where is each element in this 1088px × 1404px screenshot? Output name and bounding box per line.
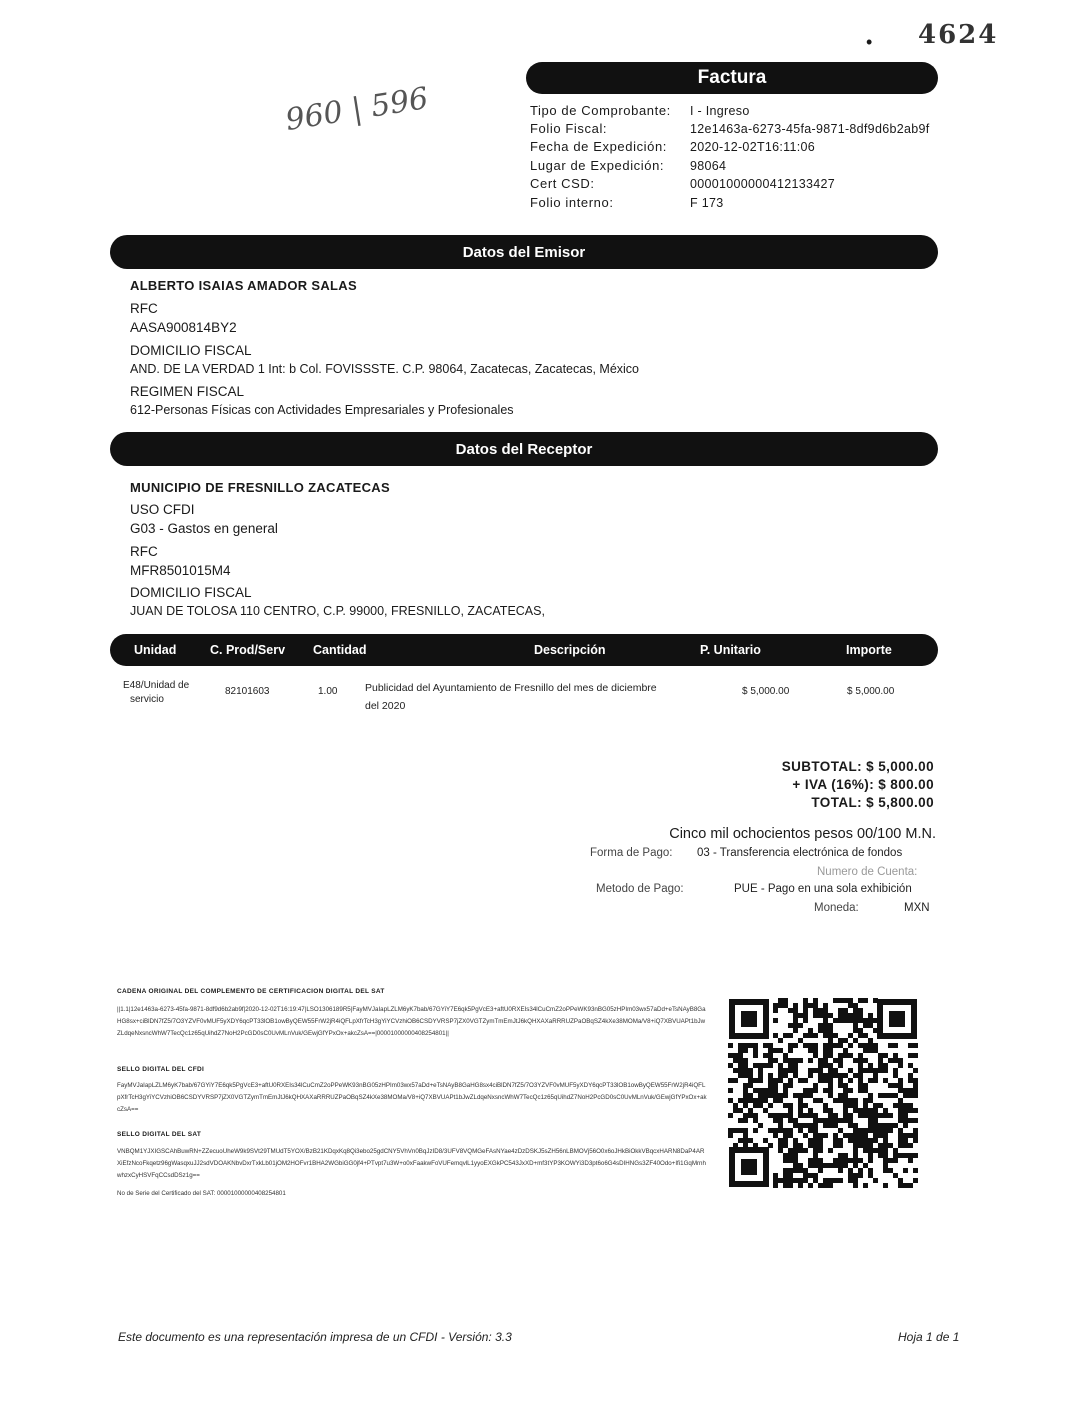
forma-pago-label: Forma de Pago: <box>590 847 673 859</box>
serie-sat-line: No de Serie del Certificado del SAT: 00001000000408254801 <box>117 1190 286 1197</box>
emisor-section-bar <box>110 235 938 269</box>
receptor-domicilio-label: DOMICILIO FISCAL <box>130 585 252 600</box>
sello-cfdi-text: FayMVJaIapLZLM6yK7bab/67GYiY7E6qk5PgVcE3+aftU0RXEIs34lCuCmZ2oPPeWK93nBG05zHPIm03wx57aDd+eTsNAyB8GaHG8sx4ciBlDN7fZ5/7O3YZVF0vMUF5yXDY6qcPT33lOB1owByQEW55FrW2jR4iQFLpXfrTcH3gYiYCVzhiOB6CSDYVRSP7jZX0VGTZymTmEmJtJ6kQHXAXaRRRUZPaOBqSZ4kXe38MOMa/V8+iQ7XBVUAPt1bJwZLdqeNxsncWhW7TecQc1z65qUihdZ7NoH2PcGD0sC0UvMLnVuk/GEwjGfYPxOx+akcZsA== <box>117 1082 707 1113</box>
receptor-rfc: MFR8501015M4 <box>130 563 231 578</box>
th-cantidad: Cantidad <box>313 643 367 657</box>
row-unidad-1: E48/Unidad de <box>123 680 190 691</box>
row-unidad-2: servicio <box>130 694 164 705</box>
qr-code <box>728 998 918 1188</box>
row-descripcion-1: Publicidad del Ayuntamiento de Fresnillo del mes de diciembre <box>365 682 657 694</box>
row-descripcion-2: del 2020 <box>365 700 406 712</box>
sello-sat-title: SELLO DIGITAL DEL SAT <box>117 1131 202 1138</box>
cadena-title: CADENA ORIGINAL DEL COMPLEMENTO DE CERTIFICACION DIGITAL DEL SAT <box>117 988 385 995</box>
emisor-regimen-label: REGIMEN FISCAL <box>130 384 245 399</box>
metodo-pago-label: Metodo de Pago: <box>596 883 684 895</box>
meta-value-lugar: 98064 <box>690 159 727 173</box>
invoice-title: Factura <box>697 67 767 88</box>
emisor-rfc-label: RFC <box>130 301 158 316</box>
cadena-text: ||1.1|12e1463a-6273-45fa-9871-8df9d6b2ab9f|2020-12-02T16:19:47|LSO1306189R5|FayMVJaIapLZLM6yK7bab/67GYiY7E6qk5PgVcE3+aftU0RXEIs34lCuCmZ2oPPeWK93nBG05zHPIm03wx57aDd+eTsNAyB8GaHG8sx+ciBlDN7fZ5/7O3YZVF0vMUF5yXDY6qcPT33lOB1owByQEW55FrW2jR4iQFLpXfrTcH3gYiYCVzhiOB6CSDYVRSP7jZX0VGTZymTmEmJtJ6kQHXAXaRRRUZPaOBqSZ4kXe38MOMa/V8+iQ7XBVUAPt1bJwZLdqeNxsncWhW7TecQc1z65qUihdZ7NoH2PcGD0sC0UvMLnVuk/GEwjGfYPxOx+akcZsA==|00001000000408254801|| <box>117 1006 706 1037</box>
emisor-domicilio-label: DOMICILIO FISCAL <box>130 343 252 358</box>
sello-cfdi-title: SELLO DIGITAL DEL CFDI <box>117 1066 205 1073</box>
moneda-label: Moneda: <box>814 902 859 914</box>
meta-value-folio-interno: F 173 <box>690 196 724 210</box>
total-in-words: Cinco mil ochocientos pesos 00/100 M.N. <box>669 826 936 842</box>
receptor-rfc-label: RFC <box>130 544 158 559</box>
meta-value-cert: 00001000000412133427 <box>690 177 836 191</box>
moneda-value: MXN <box>904 902 930 914</box>
sello-sat-text: VNBQM1YJXIGSCAhBuwRN+ZZecuoUheW9k9SVt29TMUdT5YOX/BzB21KDqxKq8Qi3ebo25gdCNY5VhVn0BqJzID8/3UFV8VQMGeFAsNYae4zDzDSKJ5sZH56nLBMOVj56O0x6oJHkBiOkkVBqcxHARN8DaP4ARXiEfzNcoFkqetz96gWasqxuJJ2sdVDOAKNbvDxrTxkLb01jOM2HOFvr1BHA2WGbiGG0jf4+PTvpt7u3W+o0xFaakwFoVUFemqvlL1yyoEXGkPC543JxXD+mf3tYP3KOWYi3D3pt6o6G4sDIHNGs3ZF40Odo+Ifi1GqMrnhwhzxCyHSVFqCCsdDSz1g== <box>117 1148 706 1179</box>
th-clave: C. Prod/Serv <box>210 643 286 657</box>
total: TOTAL: $ 5,800.00 <box>811 795 934 810</box>
meta-value-tipo: I - Ingreso <box>690 104 750 118</box>
row-importe: $ 5,000.00 <box>847 686 895 697</box>
emisor-section-title: Datos del Emisor <box>462 243 586 261</box>
forma-pago-value: 03 - Transferencia electrónica de fondos <box>697 847 903 859</box>
meta-label-cert: Cert CSD: <box>530 176 595 191</box>
th-precio: P. Unitario <box>700 643 761 657</box>
receptor-uso-label: USO CFDI <box>130 502 195 517</box>
emisor-regimen: 612-Personas Físicas con Actividades Empresariales y Profesionales <box>130 403 514 417</box>
emisor-rfc: AASA900814BY2 <box>130 320 237 335</box>
meta-label-folio-fiscal: Folio Fiscal: <box>530 121 608 136</box>
invoice-title-bar <box>526 62 938 94</box>
meta-value-fecha: 2020-12-02T16:11:06 <box>690 140 816 154</box>
meta-label-folio-interno: Folio interno: <box>530 195 614 210</box>
handwritten-note: 960 | 596 <box>283 80 431 139</box>
mark-dot: • <box>866 32 873 52</box>
receptor-section-title: Datos del Receptor <box>455 440 593 458</box>
receptor-uso: G03 - Gastos en general <box>130 521 278 536</box>
page-indicator: Hoja 1 de 1 <box>898 1330 960 1344</box>
row-cantidad: 1.00 <box>318 686 338 697</box>
th-unidad: Unidad <box>134 643 177 657</box>
footer-note: Este documento es una representación impresa de un CFDI - Versión: 3.3 <box>118 1330 512 1344</box>
receptor-section-bar <box>110 432 938 466</box>
subtotal: SUBTOTAL: $ 5,000.00 <box>781 759 934 774</box>
receptor-name: MUNICIPIO DE FRESNILLO ZACATECAS <box>130 480 390 495</box>
th-importe: Importe <box>846 643 892 657</box>
meta-label-fecha: Fecha de Expedición: <box>530 139 668 154</box>
meta-value-folio-fiscal: 12e1463a-6273-45fa-9871-8df9d6b2ab9f <box>690 122 930 136</box>
emisor-name: ALBERTO ISAIAS AMADOR SALAS <box>130 278 357 293</box>
metodo-pago-value: PUE - Pago en una sola exhibición <box>734 883 912 895</box>
page-number-stamp: 4624 <box>918 20 999 50</box>
cuenta-label: Numero de Cuenta: <box>817 866 918 878</box>
iva: + IVA (16%): $ 800.00 <box>792 777 934 792</box>
th-descripcion: Descripción <box>534 643 606 657</box>
emisor-domicilio: AND. DE LA VERDAD 1 Int: b Col. FOVISSSTE. C.P. 98064, Zacatecas, Zacatecas, México <box>130 362 640 376</box>
meta-label-lugar: Lugar de Expedición: <box>530 158 665 173</box>
row-precio: $ 5,000.00 <box>742 686 790 697</box>
receptor-domicilio: JUAN DE TOLOSA 110 CENTRO, C.P. 99000, FRESNILLO, ZACATECAS, <box>130 604 545 618</box>
row-clave: 82101603 <box>225 686 270 697</box>
meta-label-tipo: Tipo de Comprobante: <box>530 103 671 118</box>
